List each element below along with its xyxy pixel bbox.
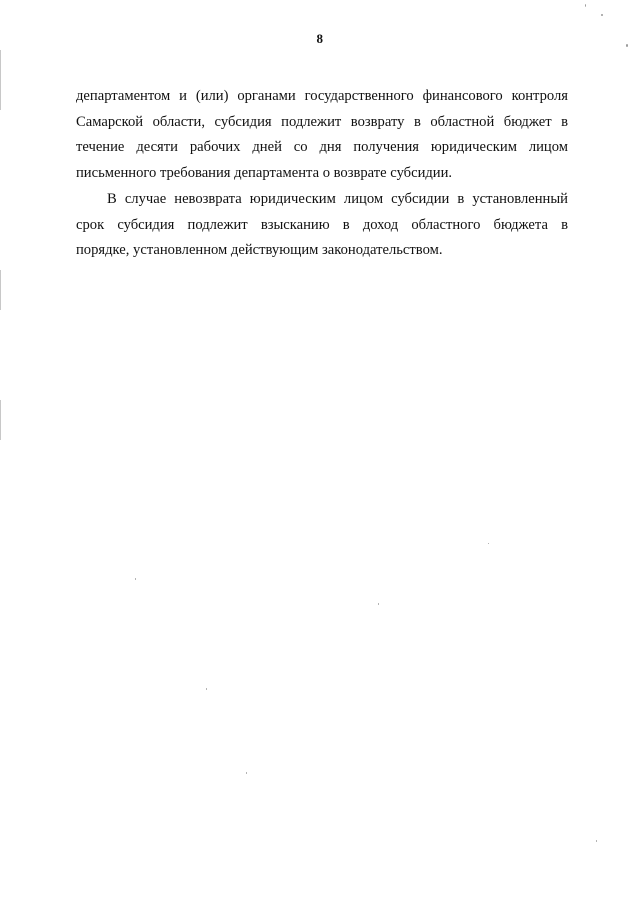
paragraph-2 bbox=[76, 187, 568, 264]
scan-speck bbox=[206, 688, 207, 690]
scan-speck bbox=[488, 543, 489, 544]
text-line: порядке, установленном действующим законодательством. bbox=[76, 242, 443, 259]
page-number: 8 bbox=[316, 31, 324, 46]
scan-speck bbox=[246, 772, 247, 774]
text-line: течение десяти рабочих дней со дня получения юридическим лицом bbox=[76, 139, 568, 156]
scan-edge-mark bbox=[0, 270, 1, 310]
scan-speck bbox=[596, 840, 597, 842]
scan-edge-mark bbox=[0, 50, 1, 110]
text-line: письменного требования департамента о возврате субсидии. bbox=[76, 164, 453, 181]
scan-edge-mark bbox=[0, 400, 1, 440]
scan-speck bbox=[601, 14, 603, 16]
scan-speck bbox=[378, 603, 379, 605]
scan-speck bbox=[626, 44, 628, 47]
text-line: срок субсидия подлежит взысканию в доход областного бюджета в bbox=[76, 216, 568, 233]
scan-speck bbox=[135, 578, 136, 580]
paragraph-1 bbox=[76, 84, 568, 186]
scan-speck bbox=[585, 4, 586, 7]
text-line: департаментом и (или) органами государственного финансового контроля bbox=[76, 88, 568, 104]
text-line: Самарской области, субсидия подлежит возврату в областной бюджет в bbox=[76, 113, 568, 130]
text-line: В случае невозврата юридическим лицом субсидии в установленный bbox=[107, 191, 568, 207]
